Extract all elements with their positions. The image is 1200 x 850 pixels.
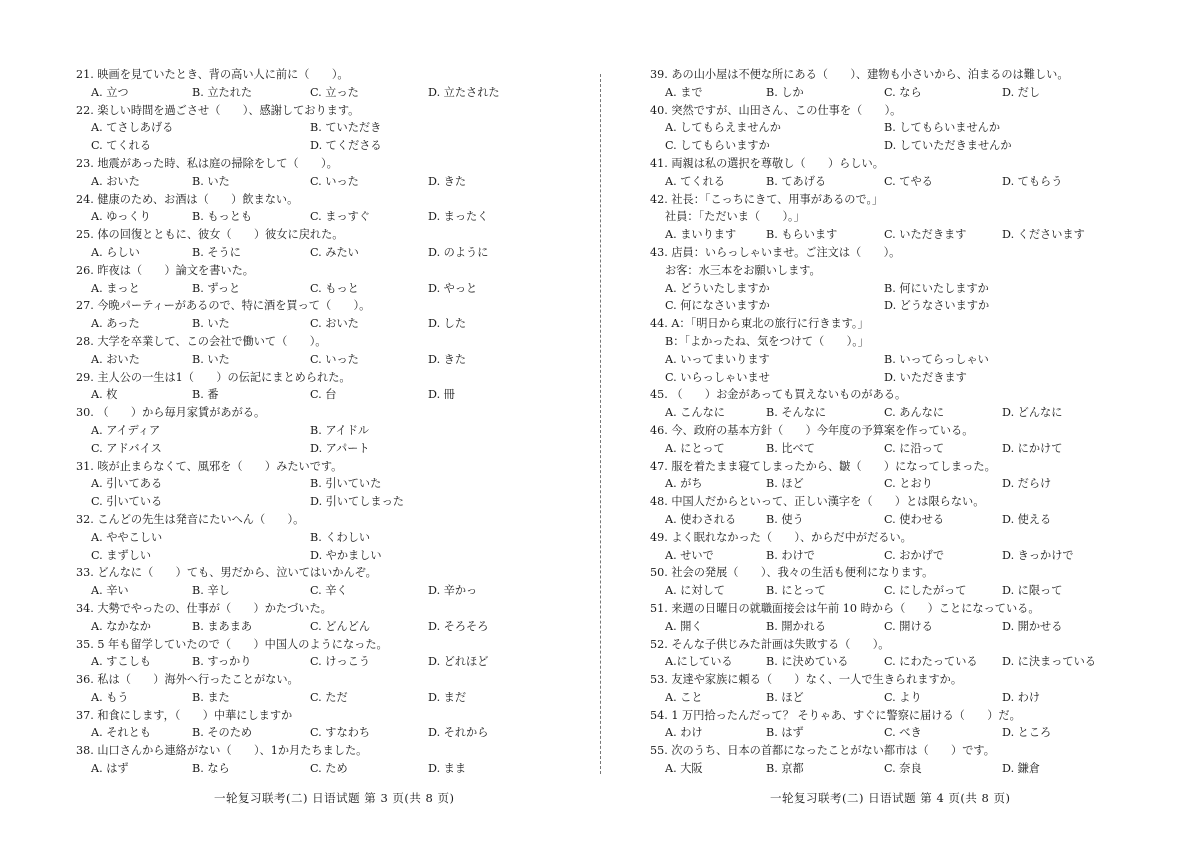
question-text: 48. 中国人だからといって、正しい漢字を（ ）とは限らない。 <box>650 495 985 509</box>
answer-option: A. らしい <box>91 245 140 259</box>
answer-option: D. まま <box>428 762 467 776</box>
options-row <box>650 119 1110 137</box>
answer-option: B. もっとも <box>192 210 253 224</box>
answer-option: B. 使う <box>766 512 804 526</box>
question-text: 24. 健康のため、お酒は（ ）飲まない。 <box>76 192 299 206</box>
answer-option: D. だらけ <box>1002 477 1052 491</box>
answer-option: D. 冊 <box>428 388 455 402</box>
question-text: 54. 1 万円拾ったんだって？ そりゃあ、すぐに警察に届ける（ ）だ。 <box>650 708 1021 722</box>
options-row <box>650 84 1110 102</box>
answer-option: B. 立たれた <box>192 85 253 99</box>
answer-option: B. しか <box>766 85 804 99</box>
answer-option: B. そうに <box>192 245 241 259</box>
answer-option: C. より <box>884 690 922 704</box>
options-row <box>650 724 1110 742</box>
answer-option: A. せいで <box>665 548 714 562</box>
answer-option: C. にわたっている <box>884 655 978 669</box>
answer-option: C. けっこう <box>310 655 371 669</box>
options-row <box>650 760 1110 778</box>
answer-option: B. 京都 <box>766 762 804 776</box>
answer-option: C. 使わせる <box>884 512 945 526</box>
answer-option: B. いた <box>192 317 230 331</box>
answer-option: D. 開かせる <box>1002 619 1063 633</box>
answer-option: C. いった <box>310 174 359 188</box>
options-row <box>76 440 536 458</box>
question-text: 38. 山口さんから連絡がない（ ）、1か月たちました。 <box>76 744 368 758</box>
options-row <box>650 511 1110 529</box>
answer-option: B. いた <box>192 174 230 188</box>
options-row <box>76 760 536 778</box>
answer-option: B. にとって <box>766 584 826 598</box>
answer-option: C. おかげで <box>884 548 945 562</box>
answer-option: A. おいた <box>91 174 140 188</box>
dialogue-line: お客：水三本をお願いします。 <box>665 263 821 277</box>
question-text: 34. 大勢でやったの、仕事が（ ）かたづいた。 <box>76 601 332 615</box>
question-text: 53. 友達や家族に頼る（ ）なく、一人で生きられますか。 <box>650 673 963 687</box>
question-text: 31. 咳が止まらなくて、風邪を（ ）みたいです。 <box>76 459 343 473</box>
answer-option: B. そのため <box>192 726 253 740</box>
answer-option: A. てさしあげる <box>91 121 174 135</box>
options-row <box>650 137 1110 155</box>
answer-option: A. 立つ <box>91 85 129 99</box>
answer-option: A. してもらえませんか <box>665 121 781 135</box>
question-text: 32. こんどの先生は発音にたいへん（ ）。 <box>76 512 305 526</box>
answer-option: B. はず <box>766 726 804 740</box>
options-row <box>76 315 536 333</box>
answer-option: D. まったく <box>428 210 489 224</box>
answer-option: D. 使える <box>1002 512 1052 526</box>
question-text: 42. 社長：「こっちにきて、用事があるので。」 <box>650 192 884 206</box>
question-text: 51. 来週の日曜日の就職面接会は午前 10 時から（ ）ことになっている。 <box>650 601 1040 615</box>
answer-option: A. てくれる <box>665 174 725 188</box>
answer-option: C. ため <box>310 762 348 776</box>
answer-option: C. てやる <box>884 174 933 188</box>
answer-option: A.にしている <box>665 655 733 669</box>
options-row <box>76 208 536 226</box>
options-row <box>650 297 1110 315</box>
answer-option: D. アパート <box>310 441 370 455</box>
options-row <box>650 351 1110 369</box>
answer-option: D. に限って <box>1002 584 1063 598</box>
answer-option: A. わけ <box>665 726 703 740</box>
answer-option: B. 何にいたしますか <box>884 281 989 295</box>
options-row <box>76 582 536 600</box>
options-row <box>76 244 536 262</box>
answer-option: B. わけで <box>766 548 815 562</box>
question-text: 21. 映画を見ていたとき、背の高い人に前に（ ）。 <box>76 68 349 81</box>
options-row <box>650 440 1110 458</box>
options-row <box>76 618 536 636</box>
answer-option: D. 立たされた <box>428 85 500 99</box>
answer-option: B. まあまあ <box>192 619 253 633</box>
options-row <box>76 689 536 707</box>
answer-option: A. ゆっくり <box>91 210 151 224</box>
answer-option: D. にかけて <box>1002 441 1063 455</box>
answer-option: D. やかましい <box>310 548 382 562</box>
answer-option: D. やっと <box>428 281 478 295</box>
answer-option: A. まいります <box>665 228 737 242</box>
answer-option: C. まずしい <box>91 548 152 562</box>
dialogue-line: 社員：「ただいま（ ）。」 <box>665 210 805 224</box>
answer-option: D. いただきます <box>884 370 967 384</box>
answer-option: A. 枚 <box>91 388 118 402</box>
options-row <box>76 173 536 191</box>
answer-option: B. 引いていた <box>310 477 382 491</box>
answer-option: B. くわしい <box>310 530 371 544</box>
answer-option: C. とおり <box>884 477 933 491</box>
question-text: 23. 地震があった時、私は庭の掃除をして（ ）。 <box>76 156 338 170</box>
answer-option: C. すなわち <box>310 726 371 740</box>
question-text: 37. 和食にします，（ ）中華にしますか <box>76 708 293 722</box>
question-text: 25. 体の回復とともに、彼女（ ）彼女に戻れた。 <box>76 228 344 242</box>
answer-option: B. 辛し <box>192 584 230 598</box>
answer-option: B. いってらっしゃい <box>884 352 989 366</box>
options-row <box>650 404 1110 422</box>
answer-option: A. ややこしい <box>91 530 163 544</box>
options-row <box>650 173 1110 191</box>
options-row <box>76 84 536 102</box>
answer-option: C. いただきます <box>884 228 967 242</box>
answer-option: B. してもらいませんか <box>884 121 1001 135</box>
question-text: 35. 5 年も留学していたので（ ）中国人のようになった。 <box>76 637 388 651</box>
answer-option: D. 鎌倉 <box>1002 762 1041 776</box>
options-row <box>650 689 1110 707</box>
answer-option: D. そろそろ <box>428 619 489 633</box>
answer-option: A. いってまいります <box>665 352 770 366</box>
options-row <box>650 547 1110 565</box>
answer-option: A. あった <box>91 317 140 331</box>
question-text: 28. 大学を卒業して、この会社で働いて（ ）。 <box>76 334 327 348</box>
question-text: 44. A：「明日から東北の旅行に行きます。」 <box>650 317 869 331</box>
question-text: 47. 服を着たまま寝てしまったから、皺（ ）になってしまった。 <box>650 459 996 473</box>
answer-option: C. 開ける <box>884 619 933 633</box>
answer-option: B. いた <box>192 352 230 366</box>
question-text: 41. 両親は私の選択を尊敬し（ ）らしい。 <box>650 156 884 170</box>
answer-option: D. 引いてしまった <box>310 495 404 509</box>
answer-option: A. まで <box>665 85 703 99</box>
answer-option: A. もう <box>91 690 129 704</box>
answer-option: C. に沿って <box>884 441 945 455</box>
answer-option: C. まっすぐ <box>310 210 371 224</box>
answer-option: D. きた <box>428 174 467 188</box>
answer-option: D. どれほど <box>428 655 489 669</box>
answer-option: A. はず <box>91 762 129 776</box>
question-text: 36. 私は（ ）海外へ行ったことがない。 <box>76 673 299 687</box>
answer-option: A. にとって <box>665 441 725 455</box>
question-text: 26. 昨夜は（ ）論文を書いた。 <box>76 263 254 277</box>
options-row <box>76 529 536 547</box>
answer-option: D. それから <box>428 726 489 740</box>
answer-option: B. ほど <box>766 690 804 704</box>
options-row <box>76 653 536 671</box>
answer-option: D. どうなさいますか <box>884 299 990 313</box>
answer-option: D. 辛かっ <box>428 584 478 598</box>
answer-option: B. アイドル <box>310 423 370 437</box>
question-text: 30. （ ）から毎月家賃があがる。 <box>76 406 266 420</box>
answer-option: C. おいた <box>310 317 359 331</box>
options-row <box>76 547 536 565</box>
answer-option: B. 開かれる <box>766 619 827 633</box>
answer-option: C. してもらいますか <box>665 139 770 153</box>
answer-option: D. くださいます <box>1002 228 1085 242</box>
answer-option: A. アイディア <box>91 423 161 437</box>
answer-option: C. アドバイス <box>91 441 162 455</box>
options-row <box>76 475 536 493</box>
answer-option: C. 台 <box>310 388 337 402</box>
answer-option: B. 番 <box>192 388 219 402</box>
options-row <box>76 422 536 440</box>
answer-option: D. きた <box>428 352 467 366</box>
answer-option: A. 開く <box>665 619 703 633</box>
question-text: 55. 次のうち、日本の首都になったことがない都市は（ ）です。 <box>650 744 995 758</box>
answer-option: C. 奈良 <box>884 762 922 776</box>
answer-option: B. そんなに <box>766 406 827 420</box>
answer-option: C. あんなに <box>884 406 945 420</box>
answer-option: D. てもらう <box>1002 174 1063 188</box>
answer-option: B. 比べて <box>766 441 815 455</box>
footer-page-4: 一轮复习联考(二) 日语试题 第 4 页(共 8 页) <box>770 791 1011 805</box>
options-row <box>76 137 536 155</box>
footer-page-3: 一轮复习联考(二) 日语试题 第 3 页(共 8 页) <box>214 791 455 805</box>
options-row <box>76 351 536 369</box>
question-text: 49. よく眠れなかった（ ）、からだ中がだるい。 <box>650 530 912 544</box>
options-row <box>76 493 536 511</box>
options-row <box>650 582 1110 600</box>
options-row <box>76 280 536 298</box>
question-text: 45. （ ）お金があっても買えないものがある。 <box>650 388 907 402</box>
answer-option: C. いった <box>310 352 359 366</box>
question-text: 52. そんな子供じみた計画は失敗する（ ）。 <box>650 637 890 651</box>
answer-option: A. まっと <box>91 281 140 295</box>
answer-option: A. なかなか <box>91 619 151 633</box>
answer-option: A. に対して <box>665 584 725 598</box>
answer-option: A. おいた <box>91 352 140 366</box>
answer-option: D. わけ <box>1002 690 1041 704</box>
answer-option: D. だし <box>1002 85 1041 99</box>
answer-option: C. なら <box>884 85 922 99</box>
question-text: 46. 今、政府の基本方針（ ）今年度の予算案を作っている。 <box>650 423 974 437</box>
answer-option: D. していただきませんか <box>884 139 1012 153</box>
dialogue-line: B：「よかったね、気をつけて（ ）。」 <box>665 334 869 348</box>
question-text: 22. 楽しい時間を過ごさせ（ ）、感謝しております。 <box>76 103 360 117</box>
answer-option: A. どういたしますか <box>665 281 770 295</box>
answer-option: A. がち <box>665 477 703 491</box>
question-text: 39. あの山小屋は不便な所にある（ ）、建物も小さいから、泊まるのは難しい。 <box>650 68 1069 81</box>
answer-option: B. に決めている <box>766 655 849 669</box>
answer-option: A. こんなに <box>665 406 725 420</box>
answer-option: C. いらっしゃいませ <box>665 370 770 384</box>
answer-option: A. こと <box>665 690 703 704</box>
answer-option: B. てあげる <box>766 174 827 188</box>
answer-option: C. べき <box>884 726 922 740</box>
question-text: 50. 社会の発展（ ）、我々の生活も便利になります。 <box>650 566 934 580</box>
answer-option: C. どんどん <box>310 619 371 633</box>
options-row <box>650 280 1110 298</box>
answer-option: D. どんなに <box>1002 406 1063 420</box>
left-column <box>76 66 536 778</box>
column-divider <box>600 74 601 774</box>
answer-option: A. 大阪 <box>665 762 703 776</box>
answer-option: C. 何になさいますか <box>665 299 770 313</box>
options-row <box>650 226 1110 244</box>
answer-option: D. きっかけで <box>1002 548 1074 562</box>
answer-option: D. した <box>428 317 467 331</box>
answer-option: A. 使わされる <box>665 512 737 526</box>
options-row <box>650 618 1110 636</box>
answer-option: D. のように <box>428 245 489 259</box>
answer-option: C. 辛く <box>310 584 348 598</box>
answer-option: B. ていただき <box>310 121 382 135</box>
answer-option: B. もらいます <box>766 228 838 242</box>
question-text: 43. 店員：いらっしゃいませ。ご注文は（ ）。 <box>650 245 901 259</box>
answer-option: C. てくれる <box>91 139 152 153</box>
answer-option: A. それとも <box>91 726 151 740</box>
answer-option: D. に決まっている <box>1002 655 1096 669</box>
answer-option: B. ほど <box>766 477 804 491</box>
options-row <box>76 386 536 404</box>
answer-option: A. すこしも <box>91 655 151 669</box>
answer-option: C. 立った <box>310 85 359 99</box>
question-text: 27. 今晩パーティーがあるので、特に酒を買って（ ）。 <box>76 299 371 313</box>
question-text: 33. どんなに（ ）ても、男だから、泣いてはいかんぞ。 <box>76 566 377 580</box>
right-column <box>650 66 1110 778</box>
options-row <box>76 119 536 137</box>
answer-option: C. にしたがって <box>884 584 967 598</box>
options-row <box>650 475 1110 493</box>
answer-option: C. ただ <box>310 690 348 704</box>
answer-option: B. また <box>192 690 230 704</box>
answer-option: D. てくださる <box>310 139 382 153</box>
answer-option: A. 辛い <box>91 584 129 598</box>
options-row <box>650 369 1110 387</box>
answer-option: C. もっと <box>310 281 359 295</box>
answer-option: A. 引いてある <box>91 477 163 491</box>
answer-option: B. ずっと <box>192 281 241 295</box>
answer-option: D. ところ <box>1002 726 1052 740</box>
options-row <box>76 724 536 742</box>
answer-option: C. みたい <box>310 245 359 259</box>
answer-option: D. まだ <box>428 690 467 704</box>
options-row <box>650 653 1110 671</box>
question-text: 29. 主人公の一生は1（ ）の伝記にまとめられた。 <box>76 370 351 384</box>
answer-option: B. なら <box>192 762 230 776</box>
answer-option: B. すっかり <box>192 655 252 669</box>
answer-option: C. 引いている <box>91 495 163 509</box>
question-text: 40. 突然ですが、山田さん、この仕事を（ ）。 <box>650 103 902 117</box>
